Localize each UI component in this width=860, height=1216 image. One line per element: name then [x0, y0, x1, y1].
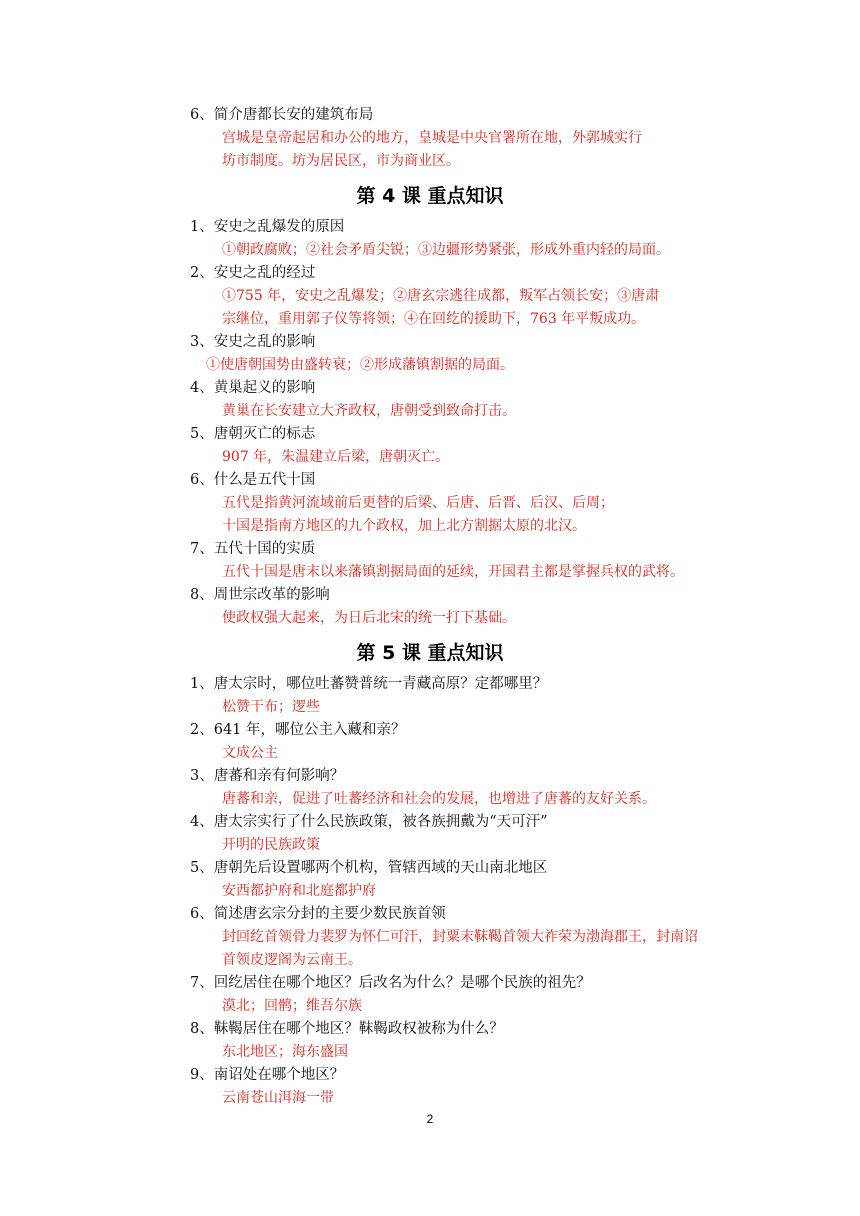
- qa-item: [190, 903, 750, 972]
- qa-item: [190, 584, 750, 630]
- answer-line: 漠北；回鹘；维吾尔族: [222, 998, 362, 1014]
- answer-line: 封回纥首领骨力裴罗为怀仁可汗，封粟末靺鞨首领大祚荣为渤海郡王，封南诏: [222, 929, 698, 945]
- qa-item: [190, 1064, 750, 1110]
- qa-item: [190, 423, 750, 469]
- question: 5、唐朝灭亡的标志: [190, 426, 316, 442]
- qa-item: [190, 811, 750, 857]
- question: 6、简述唐玄宗分封的主要少数民族首领: [190, 906, 446, 922]
- question: 3、安史之乱的影响: [190, 334, 316, 350]
- answer-line: 宫城是皇帝起居和办公的地方，皇城是中央官署所在地，外郭城实行: [222, 130, 642, 146]
- answer-line: 安西都护府和北庭都护府: [222, 883, 376, 899]
- question: 9、南诏处在哪个地区？: [190, 1067, 345, 1083]
- qa-item: [190, 719, 750, 765]
- question: 4、黄巢起义的影响: [190, 380, 316, 396]
- question: 1、安史之乱爆发的原因: [190, 219, 345, 235]
- answer-line: 十国是指南方地区的九个政权，加上北方割据太原的北汉。: [222, 518, 586, 534]
- question: 6、简介唐都长安的建筑布局: [190, 107, 374, 123]
- page-content: [190, 104, 750, 1110]
- qa-item: [190, 216, 750, 262]
- answer-line: 坊市制度。坊为居民区，市为商业区。: [222, 153, 460, 169]
- question: 8、靺鞨居住在哪个地区？靺鞨政权被称为什么？: [190, 1021, 504, 1037]
- question: 7、回纥居住在哪个地区？后改名为什么？是哪个民族的祖先？: [190, 975, 591, 991]
- question: 2、641 年，哪位公主入藏和亲？: [190, 722, 406, 738]
- qa-item: [190, 857, 750, 903]
- qa-item: [190, 673, 750, 719]
- page-number: 2: [426, 1112, 434, 1126]
- question: 6、什么是五代十国: [190, 472, 316, 488]
- question: 8、周世宗改革的影响: [190, 587, 330, 603]
- qa-item: [190, 538, 750, 584]
- question: 4、唐太宗实行了什么民族政策，被各族拥戴为“天可汗”: [190, 814, 548, 830]
- answer-line: 首领皮逻阁为云南王。: [222, 952, 362, 968]
- qa-item: [190, 469, 750, 538]
- qa-item: [190, 104, 750, 173]
- answer-line: 开明的民族政策: [222, 837, 320, 853]
- answer-line: ①755 年，安史之乱爆发；②唐玄宗逃往成都，叛军占领长安；③唐肃: [222, 288, 660, 304]
- answer-line: 五代十国是唐末以来藩镇割据局面的延续，开国君主都是掌握兵权的武将。: [222, 564, 684, 580]
- question: 7、五代十国的实质: [190, 541, 316, 557]
- question: 3、唐蕃和亲有何影响？: [190, 768, 345, 784]
- answer-line: 五代是指黄河流域前后更替的后梁、后唐、后晋、后汉、后周；: [222, 495, 614, 511]
- answer-line: 唐蕃和亲，促进了吐蕃经济和社会的发展，也增进了唐蕃的友好关系。: [222, 791, 656, 807]
- section-title-lesson5: 第 5 课 重点知识: [356, 642, 504, 664]
- qa-item: [190, 1018, 750, 1064]
- qa-item: [190, 972, 750, 1018]
- question: 1、唐太宗时，哪位吐蕃赞普统一青藏高原？定都哪里？: [190, 676, 548, 692]
- answer-line: 使政权强大起来，为日后北宋的统一打下基础。: [222, 610, 516, 626]
- question: 5、唐朝先后设置哪两个机构，管辖西域的天山南北地区: [190, 860, 548, 876]
- answer-line: 东北地区；海东盛国: [222, 1044, 348, 1060]
- answer-line: 黄巢在长安建立大齐政权，唐朝受到致命打击。: [222, 403, 516, 419]
- answer-line: 云南苍山洱海一带: [222, 1090, 334, 1106]
- answer-line: 松赞干布；逻些: [222, 699, 320, 715]
- qa-item: [190, 331, 750, 377]
- answer-line: ①朝政腐败；②社会矛盾尖锐；③边疆形势紧张，形成外重内轻的局面。: [222, 242, 670, 258]
- section-title-lesson4: 第 4 课 重点知识: [356, 185, 504, 207]
- answer-line: 文成公主: [222, 745, 278, 761]
- answer-line: 宗继位，重用郭子仪等将领；④在回纥的援助下，763 年平叛成功。: [222, 311, 646, 327]
- qa-item: [190, 262, 750, 331]
- question: 2、安史之乱的经过: [190, 265, 316, 281]
- qa-item: [190, 377, 750, 423]
- answer-line: 907 年，朱温建立后梁，唐朝灭亡。: [222, 449, 450, 465]
- qa-item: [190, 765, 750, 811]
- answer-line: ①使唐朝国势由盛转衰；②形成藩镇割据的局面。: [206, 357, 514, 373]
